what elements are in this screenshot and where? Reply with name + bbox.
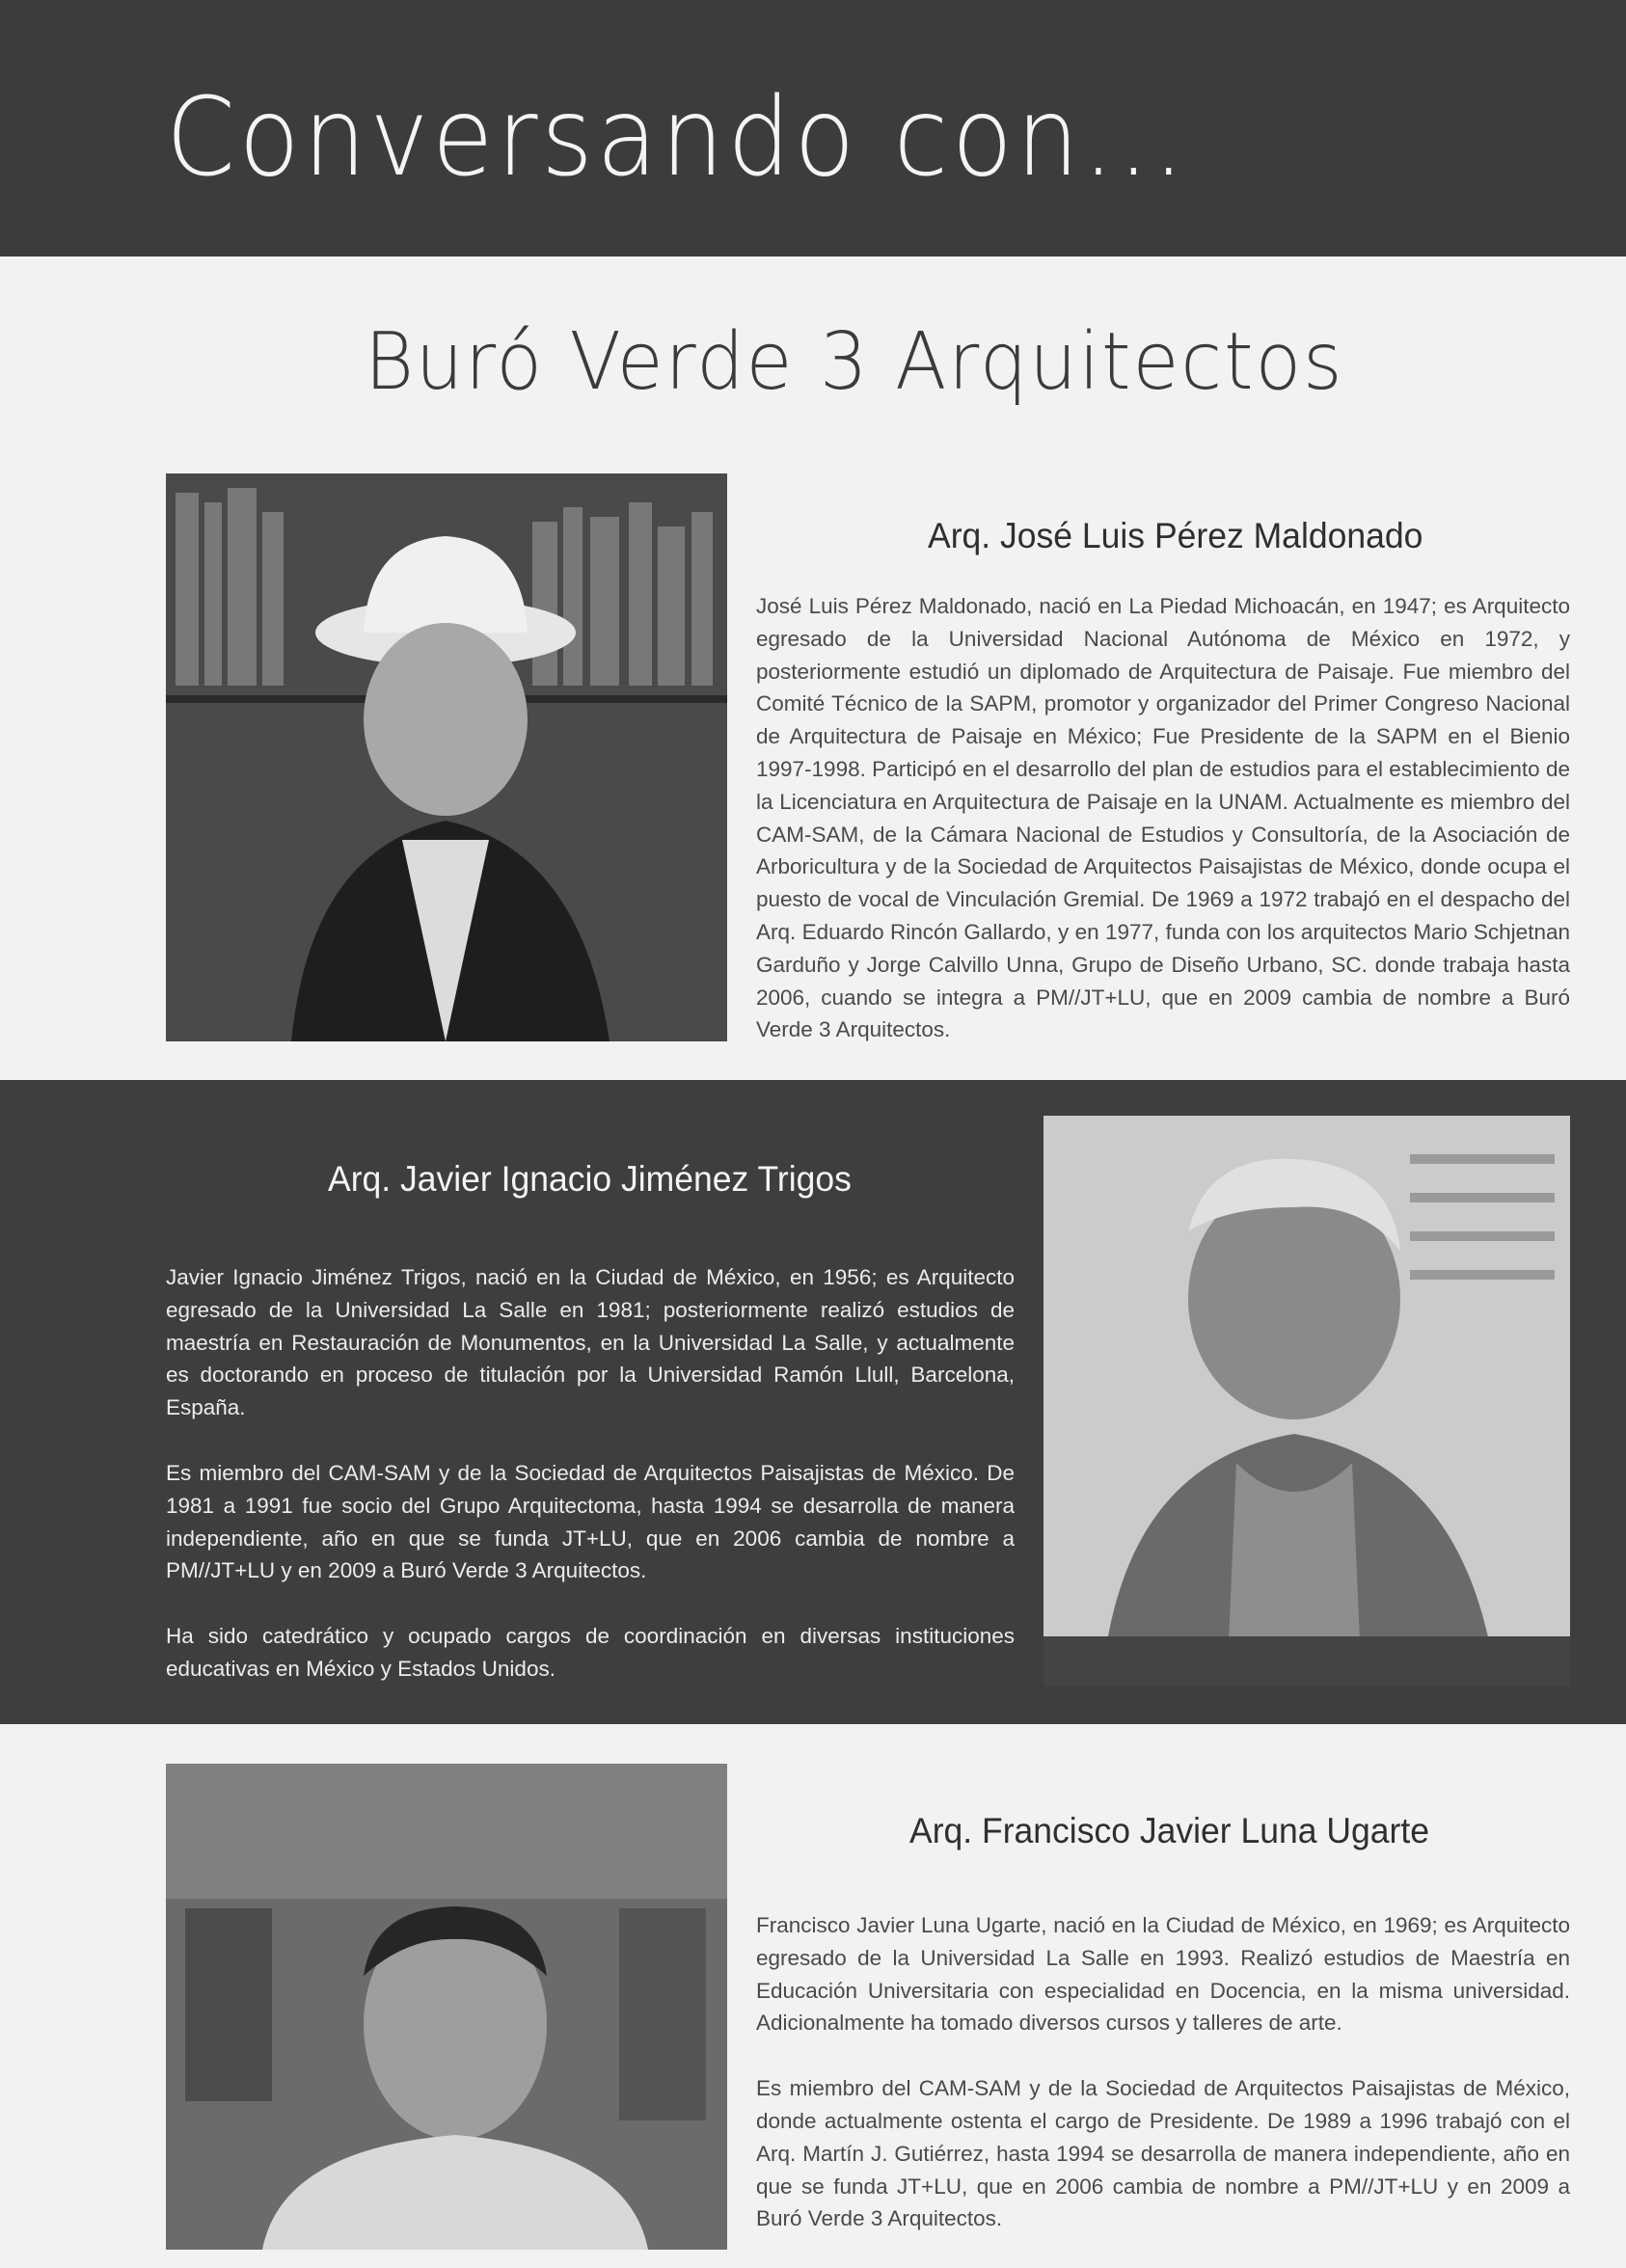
profile-bio-jimenez-trigos (166, 1261, 1015, 1718)
bio-paragraph: Francisco Javier Luna Ugarte, nació en la Ciudad de México, en 1969; es Arquitecto egresado de la Universidad La Salle en 1993. Realizó estudios de Maestría en Educación Universitaria con especialidad en Docencia, en la misma universidad. Adicionalmente ha tomado diversos cursos y talleres de arte. (756, 1913, 1570, 2036)
bio-paragraph: Es miembro del CAM-SAM y de la Sociedad de Arquitectos Paisajistas de México, donde actualmente ostenta el cargo de Presidente. De 1989 a 1996 trabajó con el Arq. Martín J. Gutiérrez, hasta 1994 se desarrolla de manera independiente, año en que se funda JT+LU, que en 2006 cambia de nombre a PM//JT+LU y en 2009 a Buró Verde 3 Arquitectos. (756, 2076, 1570, 2231)
portrait-photo-luna-ugarte (166, 1764, 727, 2250)
portrait-photo-perez-maldonado (166, 473, 727, 1041)
header-band (0, 0, 1626, 256)
bio-paragraph: Ha sido catedrático y ocupado cargos de coordinación en diversas instituciones educativas en México y Estados Unidos. (166, 1624, 1015, 1681)
profile-name-jimenez-trigos: Arq. Javier Ignacio Jiménez Trigos (328, 1159, 852, 1199)
profile-name-luna-ugarte: Arq. Francisco Javier Luna Ugarte (909, 1811, 1429, 1850)
bio-paragraph: José Luis Pérez Maldonado, nació en La Piedad Michoacán, en 1947; es Arquitecto egresado de la Universidad Nacional Autónoma de México en 1972, y posteriormente estudió un diplomado de Arquitectura de Paisaje. Fue miembro del Comité Técnico de la SAPM, promotor y organizador del Primer Congreso Nacional de Arquitectura de Paisaje en México; Fue Presidente de la SAPM en el Bienio 1997-1998. Participó en el desarrollo del plan de estudios para el establecimiento de la Licenciatura en Arquitectura de Paisaje en la UNAM. Actualmente es miembro del CAM-SAM, de la Cámara Nacional de Estudios y Consultoría, de la Asociación de Arboricultura y de la Sociedad de Arquitectos Paisajistas de México, donde ocupa el puesto de vocal de Vinculación Gremial. De 1969 a 1972 trabajó en el despacho del Arq. Eduardo Rincón Gallardo, y en 1977, funda con los arquitectos Mario Schjetnan Garduño y Jorge Calvillo Unna, Grupo de Diseño Urbano, SC. donde trabaja hasta 2006, cuando se integra a PM//JT+LU, que en 2009 cambia de nombre a Buró Verde 3 Arquitectos. (756, 594, 1570, 1042)
bio-paragraph: Javier Ignacio Jiménez Trigos, nació en la Ciudad de México, en 1956; es Arquitecto egresado de la Universidad La Salle en 1981; posteriormente realizó estudios de maestría en Restauración de Monumentos, en la Universidad La Salle, y actualmente es doctorando en proceso de titulación por la Universidad Ramón Llull, Barcelona, España. (166, 1265, 1015, 1420)
portrait-photo-jimenez-trigos (1043, 1116, 1570, 1687)
bio-paragraph: Es miembro del CAM-SAM y de la Sociedad de Arquitectos Paisajistas de México. De 1981 a 1991 fue socio del Grupo Arquitectoma, hasta 1994 se desarrolla de manera independiente, año en que se funda JT+LU, que en 2006 cambia de nombre a PM//JT+LU y en 2009 a Buró Verde 3 Arquitectos. (166, 1460, 1015, 1583)
page-title: Conversando con... (166, 75, 1188, 201)
profile-bio-luna-ugarte (756, 1909, 1570, 2268)
profile-name-perez-maldonado: Arq. José Luis Pérez Maldonado (928, 516, 1423, 555)
profile-bio-perez-maldonado (756, 590, 1570, 1079)
page-subtitle: Buró Verde 3 Arquitectos (365, 316, 1344, 408)
